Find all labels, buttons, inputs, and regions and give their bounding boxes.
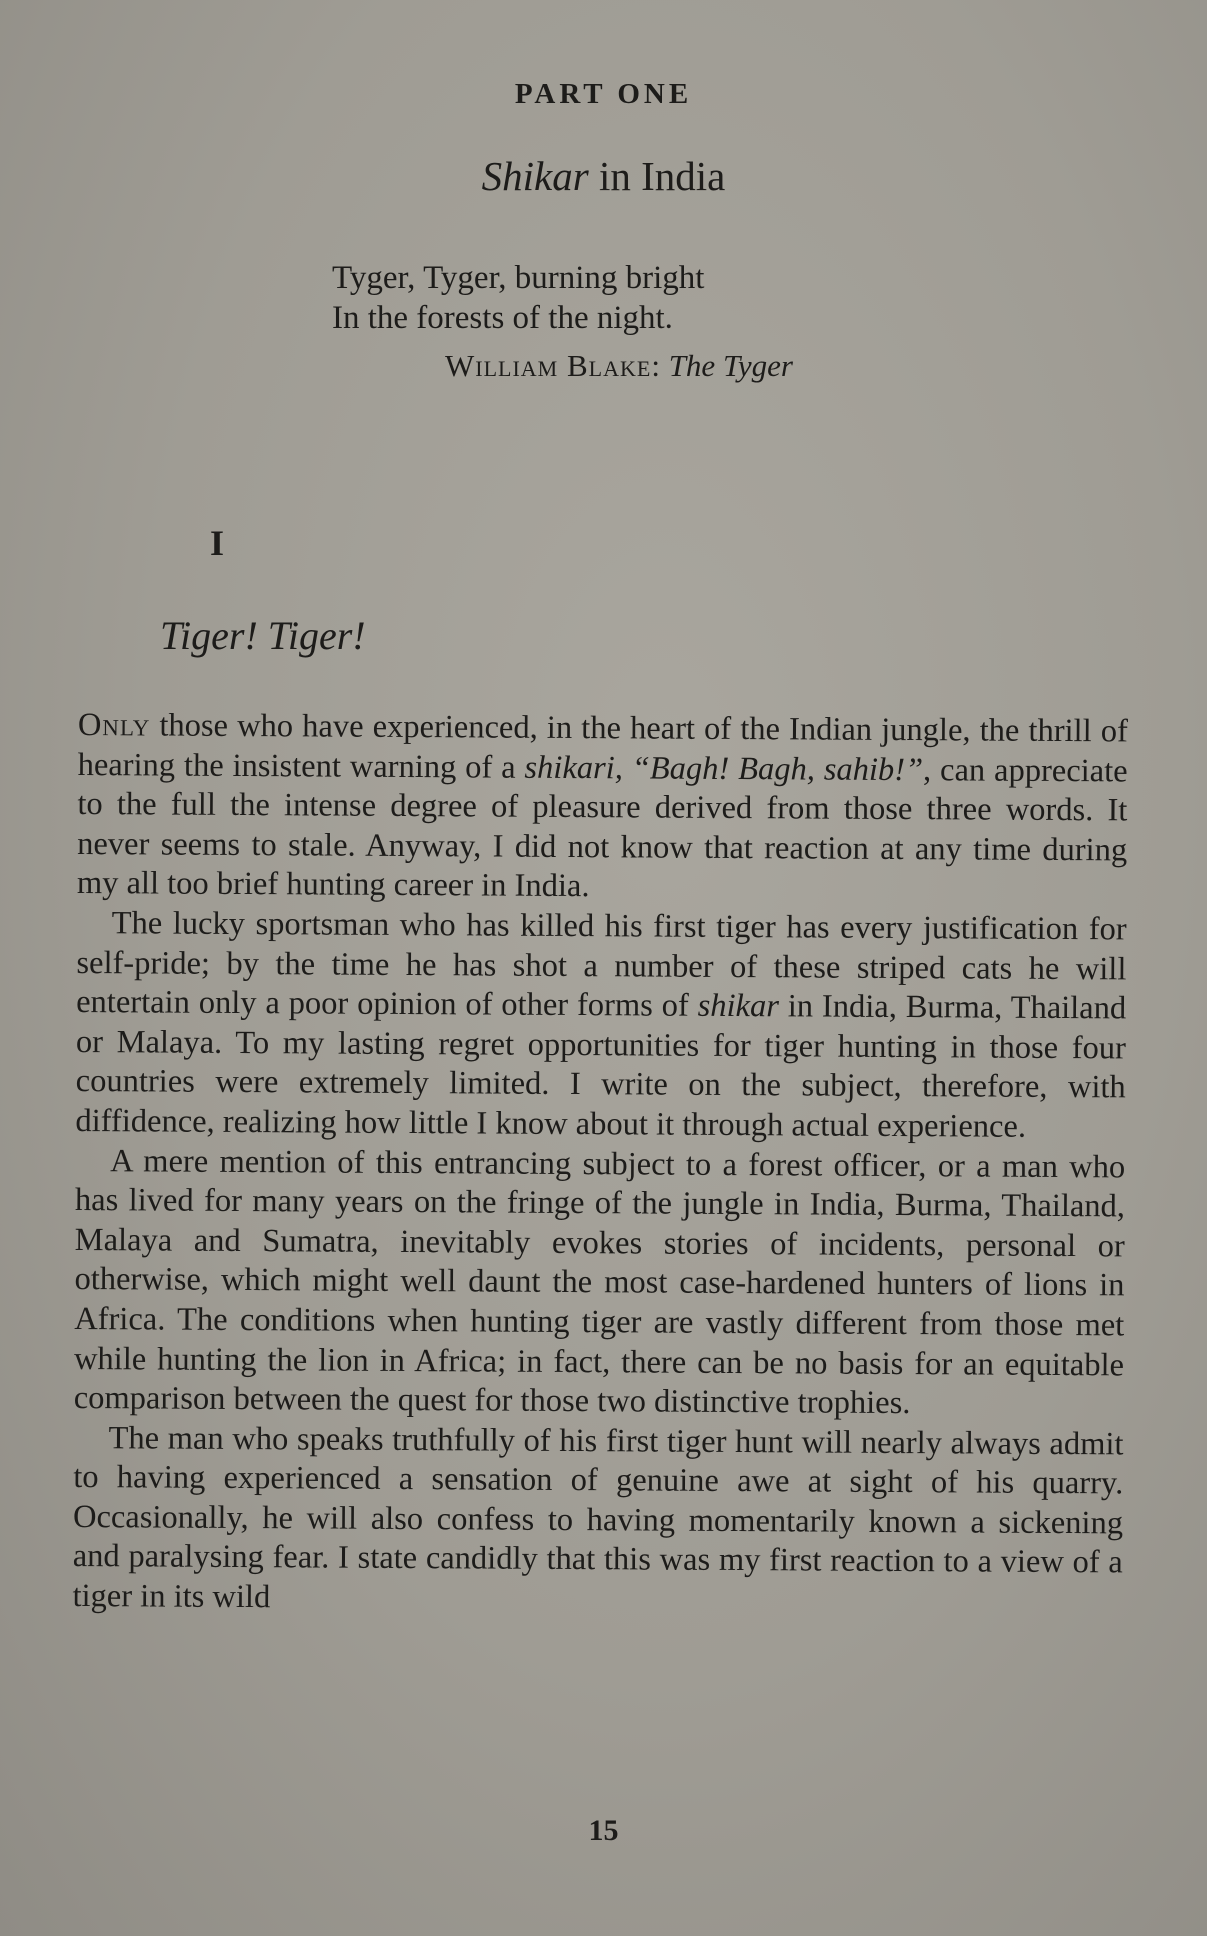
chapter-number: I	[210, 523, 225, 563]
paragraph-2-italic: shikar	[697, 987, 780, 1025]
paragraph-1-italic: shikari, “Bagh! Bagh, sahib!”	[524, 749, 924, 788]
epigraph-work: The Tyger	[668, 348, 793, 383]
paragraph-2-text-a: The lucky sportsman who has killed his first tiger has every justification for self-pride; by the time he has shot a number of these striped cats he will entertain only a poor opinion of other forms of	[76, 905, 1127, 1024]
paragraph-3: A mere mention of this entrancing subject to a forest officer, or a man who has lived for many years on the fringe of the jungle in India, Burma, Thailand, Malaya and Sumatra, inevitably evokes stories of incidents, personal or otherwise, which might well daunt the most case-hardened hunters of lions in Africa. The conditions when hunting tiger are vastly different from those met while hunting the lion in Africa; in fact, there can be no basis for an equitable comparison between the quest for those two distinctive trophies.	[73, 1142, 1126, 1422]
paragraph-1	[77, 706, 1128, 910]
epigraph-author: William Blake:	[445, 348, 661, 383]
paragraph-4: The man who speaks truthfully of his first tiger hunt will nearly always admit to having experienced a sensation of genuine awe at sight of his quarry. Occasionally, he will also confess to having momentarily known a sickening and paralysing fear. I state candidly that this was my first reaction to a view of a tiger in its wild	[72, 1419, 1124, 1616]
page-number: 15	[588, 1814, 619, 1847]
paragraph-1-text-b: , can appreciate to the full the intense degree of pleasure derived from those three words. It never seems to stale. Anyway, I did not know that reaction at any time during my all too brief hunting career in India.	[76, 751, 1128, 905]
paragraph-2	[75, 904, 1126, 1148]
paragraph-1-text-a: those who have experienced, in the heart of the Indian jungle, the thrill of hearing the insistent warning of a	[77, 707, 1128, 786]
section-title	[0, 152, 1207, 200]
paragraph-2-text-b: in India, Burma, Thailand or Malaya. To my lasting regret opportunities for tiger hunting in those four countries were extremely limited. I write on the subject, therefore, with diffidence, realizing how little I know about it through actual experience.	[75, 988, 1127, 1145]
epigraph-attribution	[445, 348, 793, 384]
section-title-rest: in India	[588, 153, 726, 199]
epigraph	[332, 258, 704, 338]
section-title-italic: Shikar	[481, 153, 589, 199]
chapter-title: Tiger! Tiger!	[160, 613, 366, 658]
epigraph-line-2: In the forests of the night.	[332, 300, 673, 336]
chapter-body	[72, 706, 1128, 1623]
epigraph-line-1: Tyger, Tyger, burning bright	[332, 260, 705, 296]
part-label: PART ONE	[514, 78, 693, 110]
paragraph-1-lead: Only	[77, 707, 151, 744]
